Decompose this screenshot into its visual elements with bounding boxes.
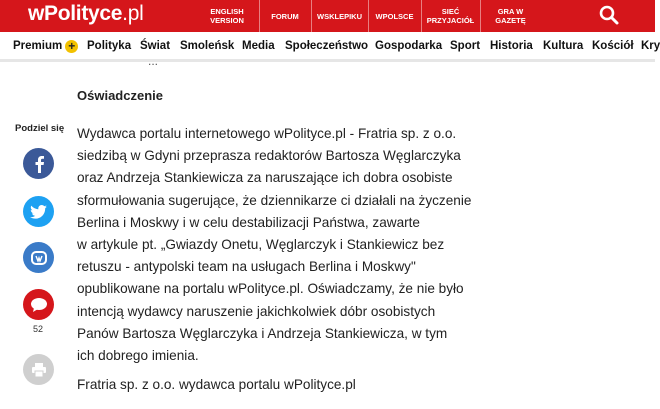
top-link-line1: WSKLEPIKU [317, 11, 362, 21]
article-footer: Fratria sp. z o.o. wydawca portalu wPolityce.pl [77, 377, 356, 392]
nav-item-label: Premium [13, 40, 63, 52]
top-link-line2: GAZETĘ [495, 16, 526, 25]
nav-item-media[interactable]: Media [242, 40, 275, 52]
article-heading: Oświadczenie [77, 88, 163, 103]
article-line: w artykule pt. „Gwiazdy Onetu, Węglarczyk i Stankiewicz bez [77, 237, 445, 253]
print-button[interactable] [23, 354, 54, 385]
top-link-line1: GRA W [497, 7, 524, 16]
comment-count: 52 [33, 324, 44, 334]
article-body [77, 123, 507, 367]
top-link-siec-przyjaciol[interactable] [421, 0, 479, 32]
top-link-line1: ENGLISH [210, 7, 244, 16]
top-link-english-version[interactable] [196, 0, 258, 32]
section-nav [0, 32, 660, 62]
top-link-line2: PRZYJACIÓŁ [426, 16, 475, 25]
top-link-line1: FORUM [271, 11, 299, 21]
top-link-line1: WPOLSCE [375, 11, 414, 21]
nav-item-premium[interactable] [13, 40, 78, 53]
nav-item-kultura[interactable]: Kultura [543, 40, 584, 52]
facebook-icon [32, 155, 46, 173]
article-line: ich dobrego imienia. [77, 348, 199, 364]
article-line: Panów Bartosza Węglarczyka i Andrzeja Stankiewicza, w tym [77, 325, 448, 341]
nav-item-sport[interactable]: Sport [450, 40, 481, 52]
wykop-icon [30, 249, 48, 267]
top-link-forum[interactable] [259, 0, 310, 32]
article-line: oraz Andrzeja Stankiewicza za naruszające ich dobra osobiste [77, 170, 453, 186]
article-line: siedzibą w Gdyni przeprasza redaktorów Bartosza Węglarczyka [77, 148, 461, 164]
print-icon [31, 362, 47, 378]
comment-icon [30, 297, 48, 313]
top-bar [0, 0, 655, 32]
facebook-share-button[interactable] [23, 148, 54, 179]
article-line: intencją wydawcy naruszenie jakichkolwiek dóbr osobistych [77, 303, 436, 319]
logo-tld: .pl [122, 2, 144, 25]
article-line: Berlina i Moskwy i w celu destabilizacji Państwa, zawarte [77, 214, 420, 230]
article-line: opublikowane na portalu wPolityce.pl. Oświadczamy, że nie było [77, 281, 464, 297]
top-link-wpolsce[interactable] [368, 0, 420, 32]
wykop-share-button[interactable] [23, 242, 54, 273]
twitter-share-button[interactable] [23, 196, 54, 227]
nav-item-gospodarka[interactable]: Gospodarka [375, 40, 443, 52]
plus-icon: + [65, 40, 78, 53]
nav-item-historia[interactable]: Historia [490, 40, 533, 52]
twitter-icon [30, 205, 47, 219]
nav-item-polityka[interactable]: Polityka [87, 40, 132, 52]
nav-item-smolensk[interactable]: Smoleńsk [180, 40, 235, 52]
logo-main: wPolityce [28, 2, 123, 25]
top-link-wsklepiku[interactable] [311, 0, 367, 32]
nav-item-spoleczenstwo[interactable]: Społeczeństwo [285, 40, 369, 52]
nav-item-swiat[interactable]: Świat [140, 40, 171, 52]
site-logo[interactable] [28, 2, 143, 26]
article-line: sformułowania sugerujące, że dziennikarze ci działali na życzenie [77, 192, 472, 208]
top-link-line1: SIEĆ [441, 7, 460, 16]
nav-item-kosciol[interactable]: Kościół [592, 40, 634, 52]
share-label: Podziel się [15, 123, 65, 134]
truncated-text: ... [148, 54, 159, 68]
article-line: Wydawca portalu internetowego wPolityce.pl - Fratria sp. z o.o. [77, 126, 457, 141]
search-icon[interactable] [598, 4, 620, 26]
comments-button[interactable] [23, 289, 54, 320]
top-link-gra-w-gazete[interactable] [480, 0, 540, 32]
top-link-line2: VERSION [210, 16, 244, 25]
nav-item-kry[interactable]: Kry [641, 40, 660, 52]
article-line: retuszu - antypolski team na usługach Berlina i Moskwy" [77, 259, 416, 275]
